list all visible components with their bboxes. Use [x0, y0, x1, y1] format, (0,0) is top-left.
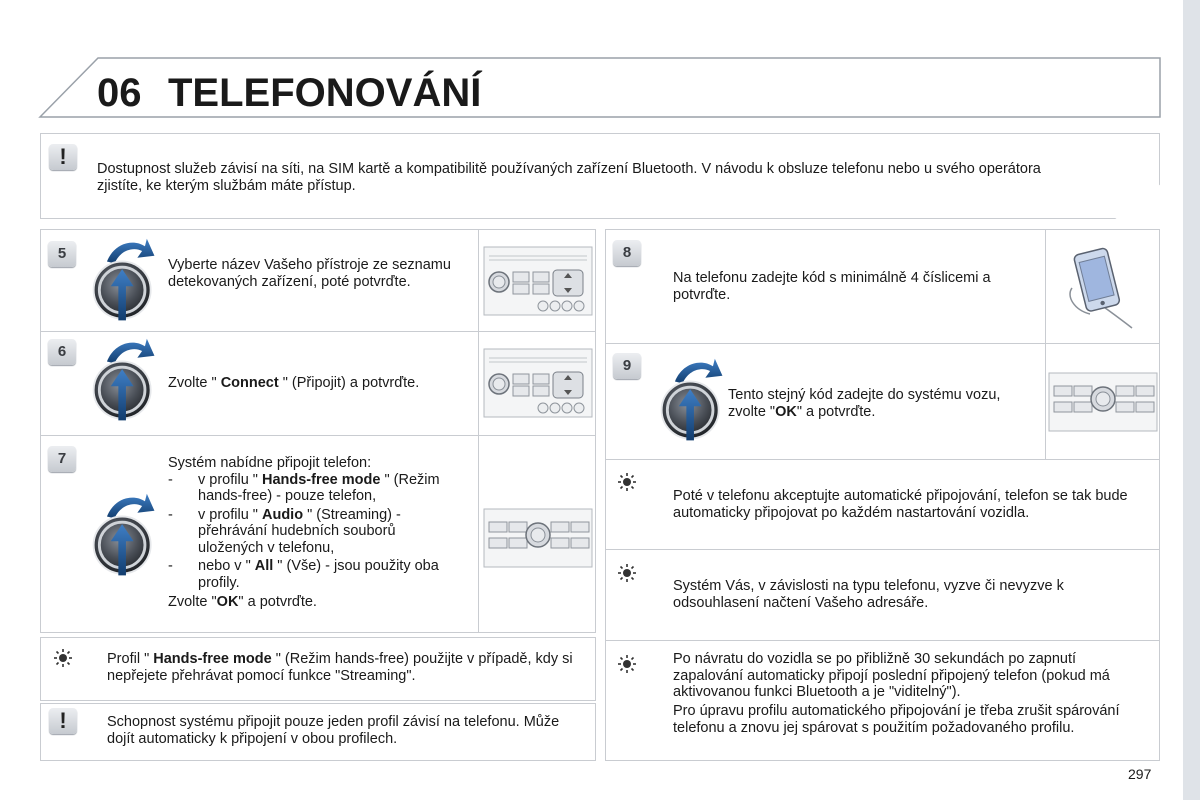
tip-icon — [617, 563, 637, 583]
warning-text: Schopnost systému připojit pouze jeden profil závisí na telefonu. Může dojít automaticky k připojení v obou profilech. — [107, 714, 560, 747]
edge-accent-bar — [1183, 0, 1200, 800]
tip-icon — [617, 654, 637, 674]
profile-option: - v profilu " Hands-free mode " (Režim hands-free) - pouze telefon, — [168, 472, 453, 505]
profile-option: - nebo v " All " (Vše) - jsou použity oba profily. — [168, 558, 453, 591]
step-intro: Systém nabídne připojit telefon: — [168, 455, 372, 471]
step-text: Tento stejný kód zadejte do systému vozu, zvolte "OK" a potvrďte. — [728, 387, 1001, 420]
page-title: TELEFONOVÁNÍ — [168, 71, 482, 115]
step-badge: 6 — [48, 339, 76, 365]
smartphone-icon — [1062, 244, 1146, 332]
tip-text: Po návratu do vozidla se po přibližně 30 sekundách po zapnutí zapalování automaticky připojí poslední připojený telefon (pokud má aktivovanou funkci Bluetooth a je "viditelný"). — [673, 651, 1110, 700]
control-panel-image — [478, 436, 595, 632]
step-text: Zvolte " Connect " (Připojit) a potvrďte. — [168, 375, 420, 391]
page-number: 297 — [1128, 766, 1152, 782]
profile-option: - v profilu " Audio " (Streaming) - přehrávání hudebních souborů uložených v telefonu, — [168, 507, 453, 557]
tip-text: Systém Vás, v závislosti na typu telefonu, vyzve či nevyzve k odsouhlasení načtení Vašeho adresáře. — [673, 578, 1064, 611]
step-outro: Zvolte "OK" a potvrďte. — [168, 594, 317, 610]
warning-icon: ! — [49, 708, 77, 734]
notice-text: Dostupnost služeb závisí na síti, na SIM kartě a kompatibilitě používaných zařízení Bluetooth. V návodu k obsluze telefonu nebo u svého operátora zjistíte, ke kterým službám máte přístup. — [97, 161, 1041, 194]
rotary-knob-icon — [90, 333, 160, 428]
step-text: Na telefonu zadejte kód s minimálně 4 číslicemi a potvrďte. — [673, 270, 991, 303]
tip-text: Profil " Hands-free mode " (Režim hands-free) použijte v případě, kdy si nepřejete přehrávat pomocí funkce "Streaming". — [107, 651, 573, 684]
step-badge: 9 — [613, 353, 641, 379]
profile-options-list — [168, 472, 453, 592]
control-panel-image — [1045, 344, 1159, 459]
step-badge: 5 — [48, 241, 76, 267]
rotary-knob-icon — [658, 353, 728, 448]
rotary-knob-icon — [90, 233, 160, 328]
step-7-content — [168, 455, 453, 611]
warning-icon: ! — [49, 144, 77, 170]
phone-image — [1045, 230, 1159, 343]
tip-text: Pro úpravu profilu automatického připojování je třeba zrušit spárování telefonu a znovu jej spárovat s použitím požadovaného profilu. — [673, 703, 1120, 736]
tip-text: Poté v telefonu akceptujte automatické připojování, telefon se tak bude automaticky připojovat po každém nastartování vozidla. — [673, 488, 1128, 521]
step-badge: 7 — [48, 446, 76, 472]
rotary-knob-icon — [90, 488, 160, 583]
tip-icon — [53, 648, 73, 668]
tip-icon — [617, 472, 637, 492]
control-panel-image — [478, 230, 595, 331]
chapter-number: 06 — [97, 71, 142, 115]
step-badge: 8 — [613, 240, 641, 266]
step-text: Vyberte název Vašeho přístroje ze seznamu detekovaných zařízení, poté potvrďte. — [168, 257, 451, 290]
control-panel-image — [478, 332, 595, 435]
